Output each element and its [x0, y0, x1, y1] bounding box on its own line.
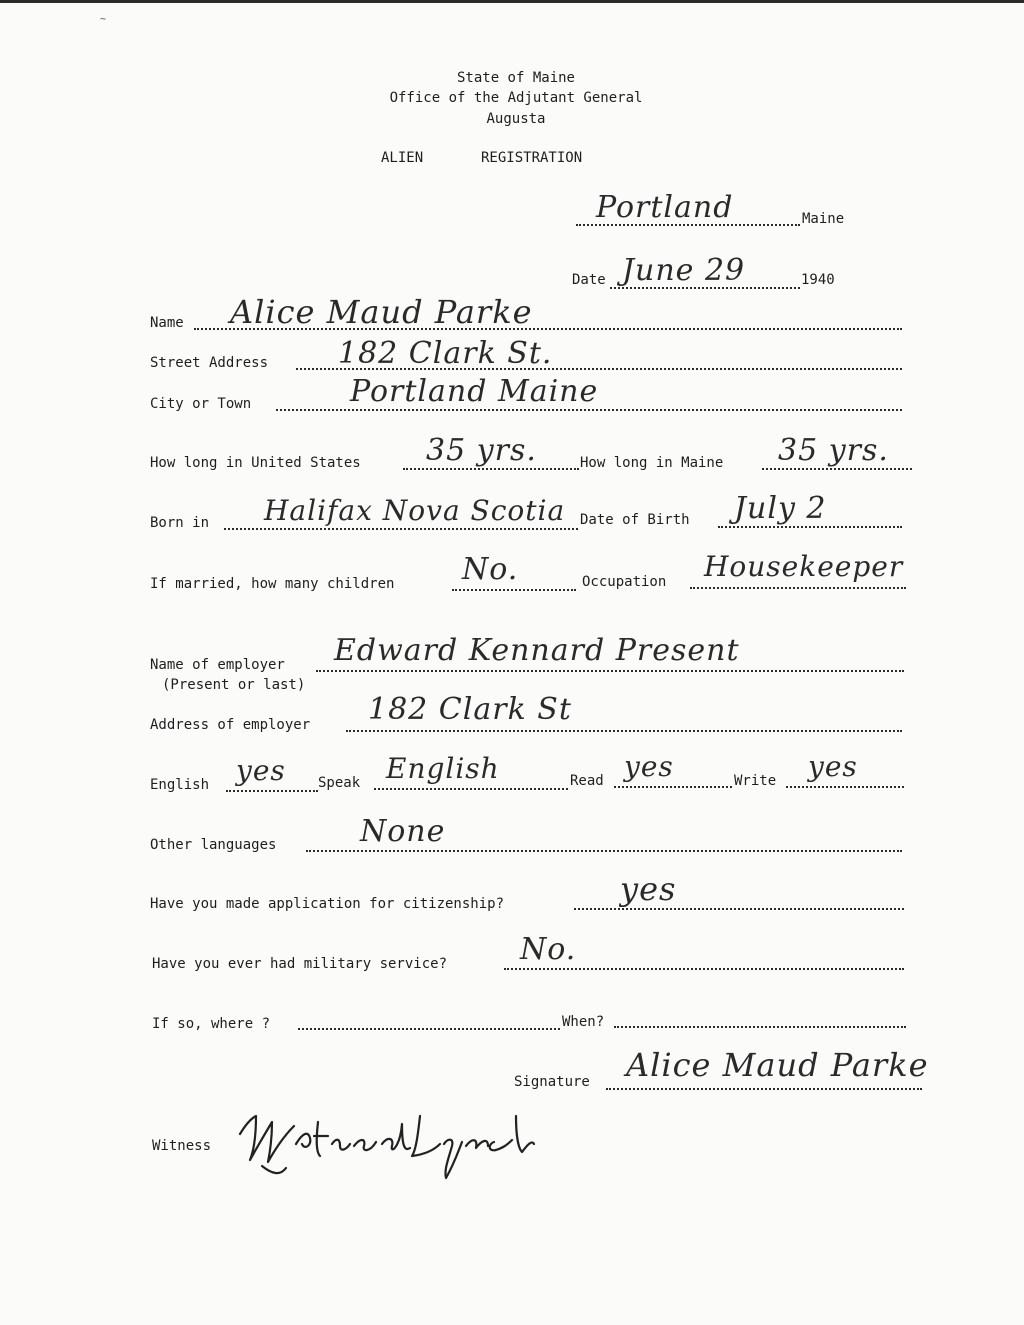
employer-line: [316, 670, 904, 672]
born-in-line: [224, 528, 578, 530]
military-line: [504, 968, 904, 970]
english-label: English: [150, 777, 210, 793]
how-long-us-label: How long in United States: [150, 455, 361, 471]
children-line: [452, 589, 576, 591]
street-address-value: 182 Clark St.: [338, 336, 553, 371]
signature-value: Alice Maud Parke: [626, 1046, 929, 1084]
how-long-us-value: 35 yrs.: [426, 433, 537, 468]
children-value: No.: [462, 552, 519, 587]
employer-sublabel: (Present or last): [162, 677, 306, 693]
date-year: 1940: [801, 272, 835, 288]
date-label: Date: [572, 272, 606, 288]
header-state: State of Maine: [456, 70, 575, 86]
city-label: City or Town: [150, 396, 252, 412]
date-of-birth-label: Date of Birth: [580, 512, 690, 528]
signature-line: [606, 1088, 922, 1090]
header-city: Augusta: [486, 111, 546, 127]
write-value: yes: [808, 750, 858, 783]
scan-edge: [0, 0, 1024, 3]
how-long-maine-label: How long in Maine: [580, 455, 724, 471]
date-of-birth-line: [718, 526, 902, 528]
city-value: Portland Maine: [350, 374, 599, 409]
read-line: [614, 786, 732, 788]
how-long-maine-value: 35 yrs.: [778, 433, 889, 468]
occupation-value: Housekeeper: [704, 550, 904, 583]
when-label: When?: [562, 1014, 605, 1030]
city-line: [276, 409, 902, 411]
name-label: Name: [150, 315, 184, 331]
speak-value: English: [386, 752, 500, 785]
title-registration: REGISTRATION: [481, 150, 583, 166]
military-label: Have you ever had military service?: [152, 956, 448, 972]
if-so-where-label: If so, where ?: [152, 1016, 271, 1032]
witness-label: Witness: [152, 1138, 212, 1154]
military-value: No.: [520, 932, 577, 967]
born-in-label: Born in: [150, 515, 210, 531]
place-suffix: Maine: [802, 211, 845, 227]
title-alien: ALIEN: [381, 150, 424, 166]
citizenship-label: Have you made application for citizenship?: [150, 896, 505, 912]
occupation-label: Occupation: [582, 574, 667, 590]
read-label: Read: [570, 773, 604, 789]
scan-mark: ~: [100, 14, 107, 25]
english-value: yes: [236, 754, 286, 787]
speak-line: [374, 788, 568, 790]
citizenship-value: yes: [620, 870, 677, 908]
when-line: [614, 1026, 906, 1028]
employer-label: Name of employer: [150, 657, 285, 673]
employer-value: Edward Kennard Present: [334, 633, 740, 668]
employer-address-value: 182 Clark St: [368, 692, 572, 727]
english-line: [226, 790, 318, 792]
speak-label: Speak: [318, 775, 361, 791]
born-in-value: Halifax Nova Scotia: [264, 494, 566, 527]
other-languages-value: None: [360, 814, 446, 849]
citizenship-line: [574, 908, 904, 910]
street-address-label: Street Address: [150, 355, 269, 371]
employer-address-label: Address of employer: [150, 717, 311, 733]
how-long-maine-line: [762, 468, 912, 470]
other-languages-label: Other languages: [150, 837, 277, 853]
place-value: Portland: [596, 190, 734, 225]
how-long-us-line: [403, 468, 579, 470]
if-so-where-line: [298, 1028, 560, 1030]
employer-address-line: [346, 730, 902, 732]
other-languages-line: [306, 850, 902, 852]
date-value: June 29: [622, 253, 746, 288]
name-value: Alice Maud Parke: [230, 293, 533, 331]
date-of-birth-value: July 2: [734, 491, 827, 526]
write-line: [786, 786, 904, 788]
signature-label: Signature: [514, 1074, 590, 1090]
occupation-line: [690, 587, 906, 589]
write-label: Write: [734, 773, 777, 789]
witness-signature: [232, 1104, 552, 1184]
read-value: yes: [624, 750, 674, 783]
header-office: Office of the Adjutant General: [389, 90, 643, 106]
children-label: If married, how many children: [150, 576, 395, 592]
